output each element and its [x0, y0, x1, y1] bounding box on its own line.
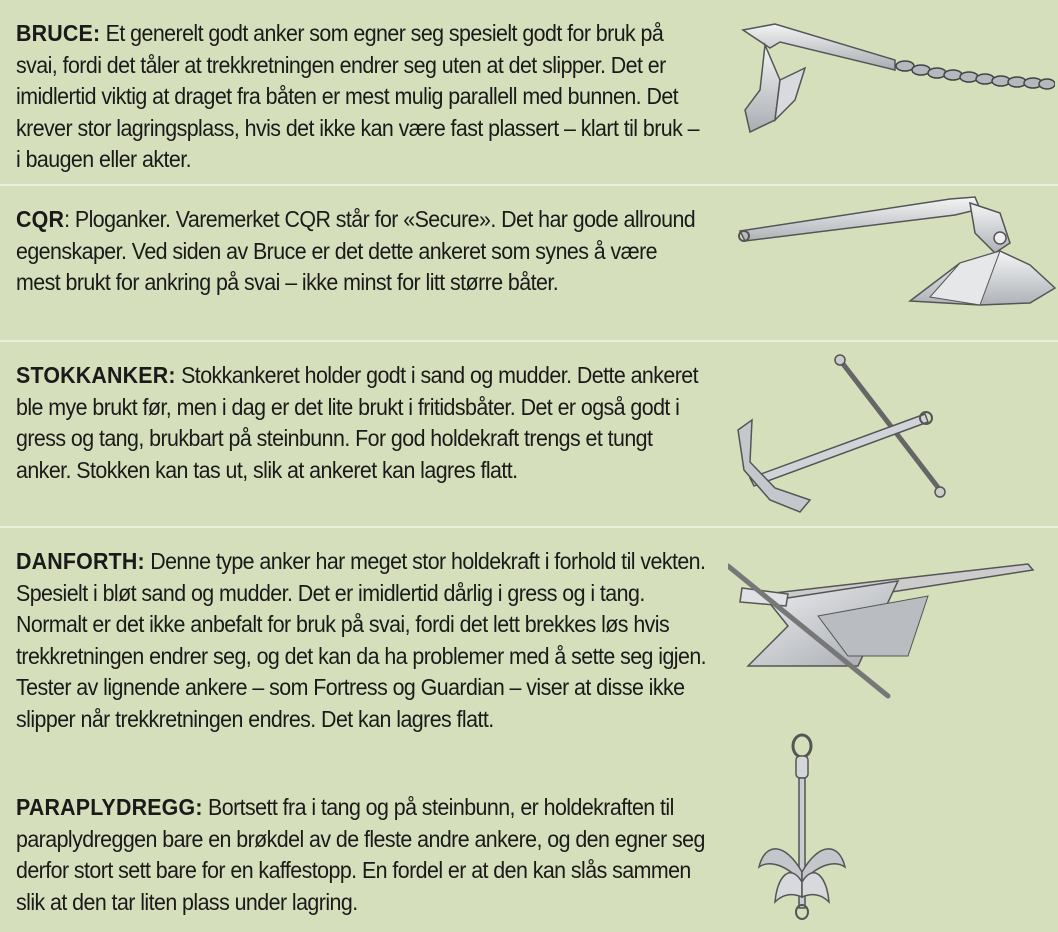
divider [0, 526, 1058, 528]
entry-text [16, 360, 706, 486]
divider [0, 340, 1058, 342]
divider [0, 184, 1058, 186]
bruce-anchor-icon [735, 20, 1055, 135]
entry-text [16, 546, 706, 736]
entry-term: DANFORTH: [16, 548, 145, 574]
entry-term: STOKKANKER: [16, 362, 176, 388]
entry-term: CQR [16, 206, 65, 232]
entry-text [16, 792, 706, 918]
danforth-anchor-icon [728, 556, 1048, 701]
entry-description: Denne type anker har meget stor holdekraft i forhold til vekten. Spesielt i bløt sand og mudder. Det er imidlertid dårlig i gress og i tang. Normalt er det ikke anbefalt for bruk på svai, fordi det lett brekkes løs hvis trekkretningen endrer seg, og det kan da ha problemer med å sette seg igjen. Tester av lignende ankere – som Fortress og Guardian – viser at disse ikke slipper når trekkretningen endres. Det kan lagres flatt. [16, 548, 707, 732]
cqr-plough-anchor-icon [730, 193, 1058, 313]
entry-term: BRUCE: [16, 20, 101, 46]
entry-description: Bortsett fra i tang og på steinbunn, er holdekraften til paraplydreggen bare en brøkdel av de fleste andre ankere, og den egner seg derfor stort sett bare for en kaffestopp. En fordel er at den kan slås sammen slik at den tar liten plass under lagring. [16, 794, 705, 915]
stock-anchor-icon [730, 350, 960, 520]
entry-description: Stokkankeret holder godt i sand og mudder. Dette ankeret ble mye brukt før, men i dag er det lite brukt i fritidsbåter. Det er også godt i gress og tang, brukbart på steinbunn. For god holdekraft trengs et tungt anker. Stokken kan tas ut, slik at ankeret kan lagres flatt. [16, 362, 699, 483]
entry-description: : Ploganker. Varemerket CQR står for «Secure». Det har gode allround egenskaper. Ved siden av Bruce er det dette ankeret som synes å være mest brukt for ankring på svai – ikke minst for litt større båter. [16, 206, 696, 296]
entry-text [16, 18, 706, 176]
entry-description: Et generelt godt anker som egner seg spesielt godt for bruk på svai, fordi det tåler at trekkretningen endrer seg uten at det slipper. Det er imidlertid viktig at draget fra båten er mest mulig parallell med bunnen. Det krever stor lagringsplass, hvis det ikke kan være fast plassert – klart til bruk – i baugen eller akter. [16, 20, 699, 173]
entry-term: PARAPLYDREGG: [16, 794, 203, 820]
grapnel-anchor-icon [755, 732, 850, 922]
entry-text [16, 204, 706, 299]
